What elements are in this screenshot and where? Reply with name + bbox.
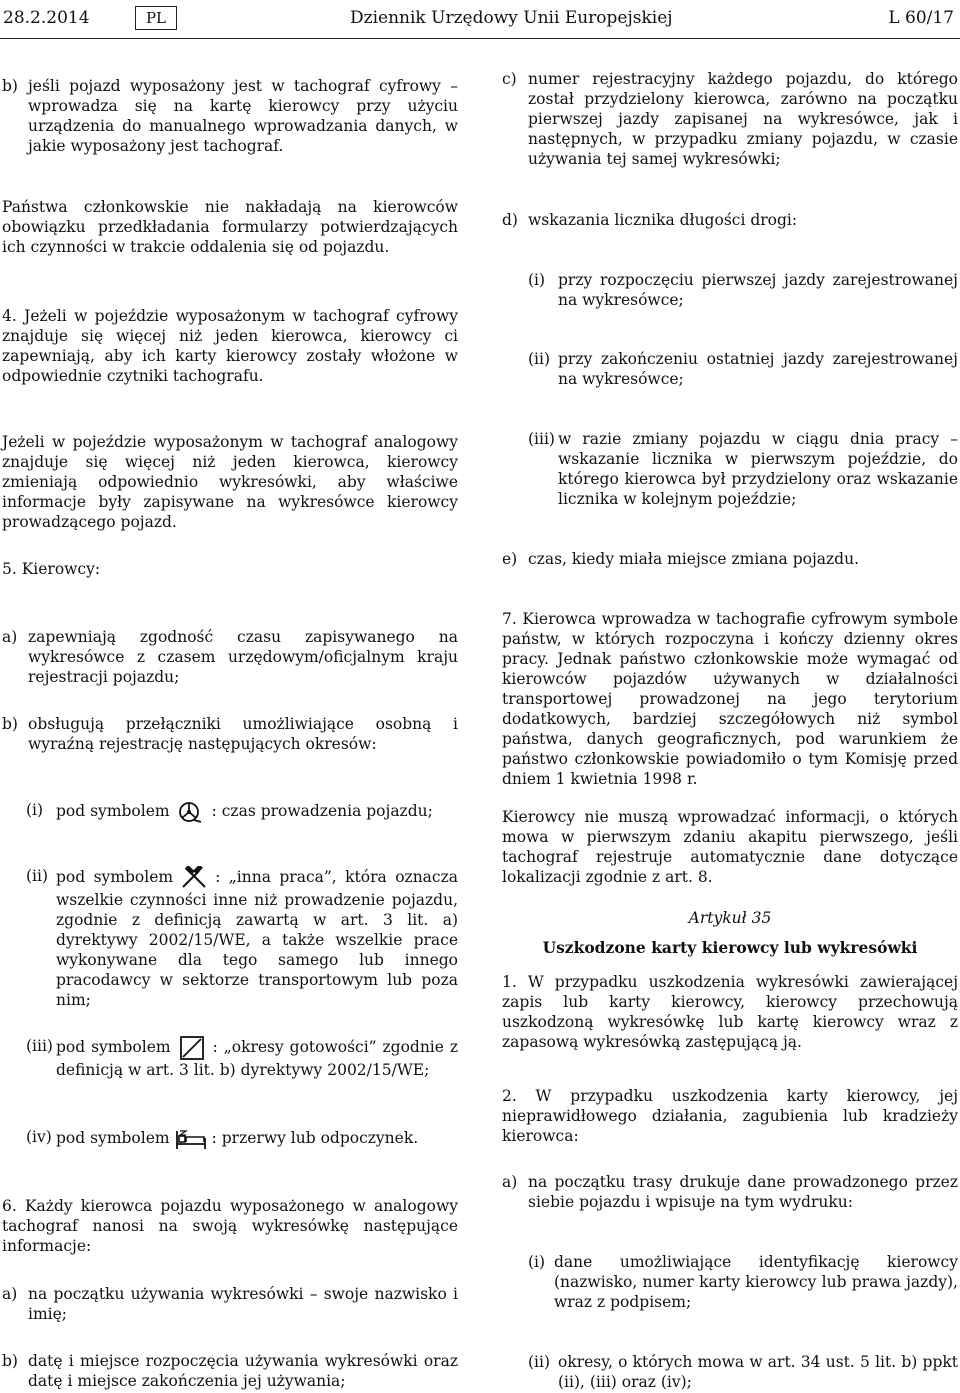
item-d-ii: (ii) przy zakończeniu ostatniej jazdy zarejestrowanej na wykresówce; xyxy=(528,350,958,388)
bed-icon xyxy=(174,1127,208,1151)
item-5b-ii: (ii) pod symbolem : „inna praca”, która oznacza wszelkie czynności inne niż prowadzenie pojazdu, zgodnie z definicją zawartą w art. 3 lit. a) dyrektywy 2002/15/WE, a także wszelkie prace wykonywane dla tego samego lub innego pracodawcy w sektorze transportowym lub poza nim; xyxy=(26,866,458,1010)
item-5b-iii: (iii) pod symbolem : „okresy gotowości” zgodnie z definicją w art. 3 lit. b) dyrektywy 2002/15/WE; xyxy=(26,1037,459,1079)
item-d: d) wskazania licznika długości drogi: xyxy=(502,211,798,229)
paragraph-4b: Jeżeli w pojeździe wyposażonym w tachograf analogowy znajduje się więcej niż jeden kierowca, kierowcy zmieniają odpowiednio wykresówki, aby właściwe informacje były zapisywane na wykresówce kierowcy prowadzącego pojazd. xyxy=(2,433,458,531)
article-title: Uszkodzone karty kierowcy lub wykresówki xyxy=(542,938,918,957)
paragraph-7: 7. Kierowca wprowadza w tachografie cyfrowym symbole państw, w których rozpoczyna i kończy dzienny okres pracy. Jednak państwo członkowskie może wymagać od kierowców pojazdów używanych w działalności transportowej prowadzonej na jego terytorium dodatkowych, bardziej szczegółowych niż symbol państwa, danych geograficznych, pod warunkiem że państwo członkowskie powiadomiło o tym Komisję przed dniem 1 kwietnia 1998 r. xyxy=(502,610,958,788)
item-c: c) numer rejestracyjny każdego pojazdu, do którego został przydzielony kierowca, zarówno na początku pierwszej jazdy zapisanej na wykresówce, jak i następnych, w przypadku zmiany pojazdu, w czasie używania tej samej wykresówki; xyxy=(502,70,958,168)
paragraph-states: Państwa członkowskie nie nakładają na kierowców obowiązku przedkładania formularzy potwierdzających ich czynności w trakcie oddalenia się od pojazdu. xyxy=(2,198,458,256)
paragraph-4: 4. Jeżeli w pojeździe wyposażonym w tachograf cyfrowy znajduje się więcej niż jeden kierowca, kierowcy ci zapewniają, aby ich karty kierowcy zostały włożone w odpowiednie czytniki tachografu. xyxy=(2,307,458,385)
square-slash-icon xyxy=(175,1036,209,1060)
item-e: e) czas, kiedy miała miejsce zmiana pojazdu. xyxy=(502,550,859,568)
item-2a-i: (i) dane umożliwiające identyfikację kierowcy (nazwisko, numer karty kierowcy lub prawa jazdy), wraz z podpisem; xyxy=(528,1253,958,1311)
page-header xyxy=(0,6,960,36)
item-6b: b) datę i miejsce rozpoczęcia używania wykresówki oraz datę i miejsce zakończenia jej używania; xyxy=(2,1352,458,1390)
language-box: PL xyxy=(135,6,177,30)
item-b: b) jeśli pojazd wyposażony jest w tachograf cyfrowy – wprowadza się na kartę kierowcy przy użyciu urządzenia do manualnego wprowadzania danych, w jakie wyposażony jest tachograf. xyxy=(2,77,458,155)
article-35-paragraph-1: 1. W przypadku uszkodzenia wykresówki zawierającej zapis lub karty kierowcy, kierowcy przechowują uszkodzoną wykresówkę lub kartę kierowcy wraz z zapasową wykresówką zastępującą ją. xyxy=(502,973,958,1051)
item-5b-i: (i) pod symbolem : czas prowadzenia pojazdu; xyxy=(26,800,458,824)
item-5b-iv: (iv) pod symbolem : przerwy lub odpoczynek. xyxy=(26,1127,458,1151)
article-35-paragraph-2: 2. W przypadku uszkodzenia karty kierowcy, jej nieprawidłowego działania, zagubienia lub kradzieży kierowca: xyxy=(502,1087,958,1145)
item-d-i: (i) przy rozpoczęciu pierwszej jazdy zarejestrowanej na wykresówce; xyxy=(528,271,958,309)
paragraph-5: 5. Kierowcy: xyxy=(2,560,101,578)
steering-wheel-icon xyxy=(174,800,208,824)
crossed-hammers-icon xyxy=(177,866,211,890)
item-d-iii: (iii) w razie zmiany pojazdu w ciągu dnia pracy – wskazanie licznika w pierwszym pojeździe, do którego kierowca był przydzielony oraz wskazanie licznika w kolejnym pojeździe; xyxy=(528,430,958,508)
item-5a: a) zapewniają zgodność czasu zapisywanego na wykresówce z czasem urzędowym/oficjalnym kraju rejestracji pojazdu; xyxy=(2,628,458,686)
item-2a-ii: (ii) okresy, o których mowa w art. 34 ust. 5 lit. b) ppkt (ii), (iii) oraz (iv); xyxy=(528,1353,958,1391)
page-number: L 60/17 xyxy=(888,8,954,28)
paragraph-7b: Kierowcy nie muszą wprowadzać informacji, o których mowa w pierwszym zdaniu akapitu pierwszego, jeśli tachograf rejestruje automatycznie dane dotyczące lokalizacji zgodnie z art. 8. xyxy=(502,808,958,886)
article-number: Artykuł 35 xyxy=(688,909,772,927)
item-6a: a) na początku używania wykresówki – swoje nazwisko i imię; xyxy=(2,1285,458,1323)
header-date: 28.2.2014 xyxy=(3,8,90,28)
journal-title: Dziennik Urzędowy Unii Europejskiej xyxy=(350,8,673,28)
header-rule xyxy=(0,38,960,39)
item-2a: a) na początku trasy drukuje dane prowadzonego przez siebie pojazdu i wpisuje na tym wydruku: xyxy=(502,1173,958,1211)
item-5b: b) obsługują przełączniki umożliwiające osobną i wyraźną rejestrację następujących okresów: xyxy=(2,715,458,753)
paragraph-6: 6. Każdy kierowca pojazdu wyposażonego w analogowy tachograf nanosi na swoją wykresówkę następujące informacje: xyxy=(2,1197,458,1255)
